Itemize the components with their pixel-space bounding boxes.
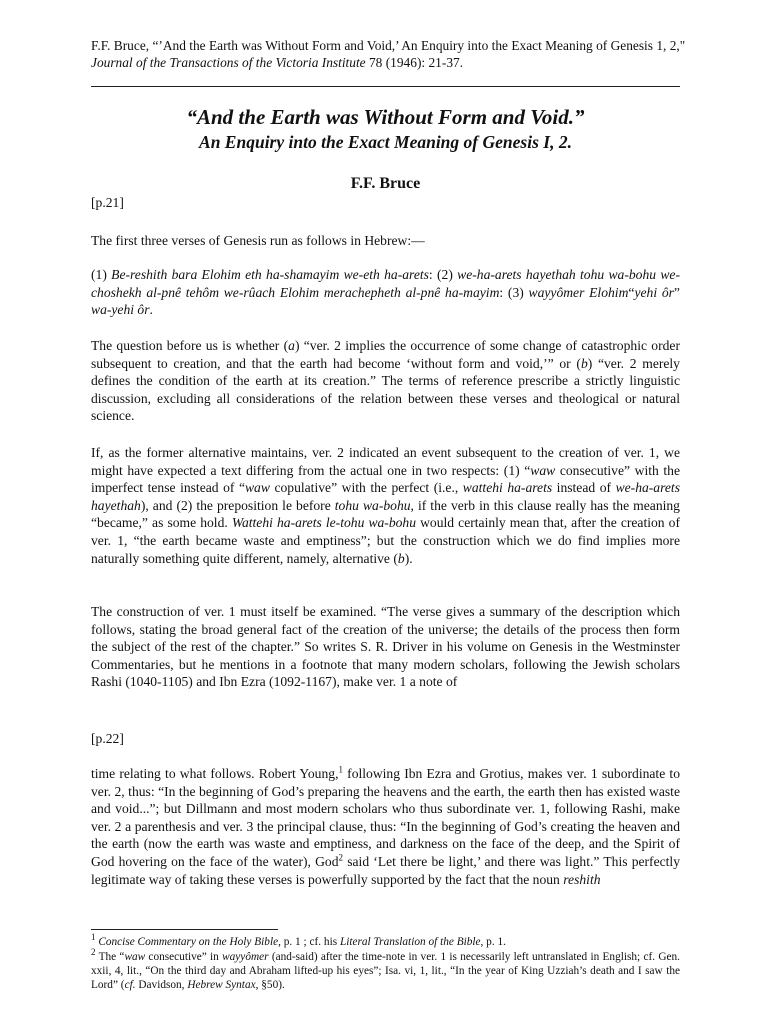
footnote-1: $^1$ Concise Commentary on the Holy Bible, p. 1 ; cf. his Literal Translation of the Bible, p. 1. [91, 932, 506, 948]
paragraph-question: The question before us is whether (a) “ver. 2 implies the occurrence of some change of catastrophic order subsequent to creation, and that the earth had become ‘without form and void,’” or (b) “ver. 2 merely defines the condition of the earth at its creation.” The terms of reference prescribe a strictly linguistic discussion, excluding all considerations of the relation between these verses and theological or natural science. [91, 338, 680, 424]
footnote-2: $^2$ The “waw consecutive” in wayyômer (and-said) after the time-note in ver. 1 is necessarily left untranslated in English; cf. Gen. xxii, 4, lit., “On the third day and Abraham lifted-up his eyes”; Isa. vi, 1, lit., “In the year of King Uzziah’s death and I saw the Lord” (cf. Davidson, Hebrew Syntax, §50). [91, 947, 680, 992]
paragraph-intro: The first three verses of Genesis run as follows in Hebrew:— [91, 233, 425, 248]
header-rule [91, 86, 680, 87]
journal-name: Journal of the Transactions of the Victoria Institute [91, 55, 366, 70]
page-marker-22: [p.22] [91, 731, 124, 746]
footnote-rule [91, 929, 278, 930]
page-marker-21: [p.21] [91, 195, 124, 210]
article-subtitle: An Enquiry into the Exact Meaning of Genesis I, 2. [199, 132, 572, 152]
paragraph-construction: The construction of ver. 1 must itself be examined. “The verse gives a summary of the description which follows, stating the broad general fact of the creation of the universe; the details of the process then form the subject of the rest of the chapter.” So writes S. R. Driver in his volume on Genesis in the Westminster Commentaries, but he mentions in a footnote that many modern scholars, following the Jewish scholars Rashi (1040-1105) and Ibn Ezra (1092-1167), make ver. 1 a note of [91, 604, 680, 690]
citation-header: F.F. Bruce, “’And the Earth was Without Form and Void,’ An Enquiry into the Exact Meaning of Genesis 1, 2," Journal of the Transactions of the Victoria Institute 78 (1946): 21-37. [91, 38, 686, 70]
footnote-ref-1: 1 [338, 764, 343, 775]
article-author: F.F. Bruce [350, 175, 421, 192]
footnote-ref-2: 2 [338, 852, 344, 863]
paragraph-time-relating: time relating to what follows. Robert Young,$^1$ following Ibn Ezra and Grotius, makes ver. 1 subordinate to ver. 2, thus: “In the beginning of God’s preparing the heavens and the earth, the earth then has existed waste and void...”; but Dillmann and most modern scholars who thus subordinate ver. 1, following Rashi, make ver. 2 a parenthesis and ver. 3 the principal clause, thus: “In the beginning of God’s creating the heaven and the earth (now the earth was waste and emptiness, and darkness on the face of the deep, and the Spirit of God hovering on the face of the water), God$^2$ said ‘Let there be light,’ and there was light.” This perfectly legitimate way of taking these verses is powerfully supported by the fact that the noun reshith [91, 764, 680, 887]
article-title: “And the Earth was Without Form and Void.” [186, 105, 585, 129]
paragraph-alternative: If, as the former alternative maintains, ver. 2 indicated an event subsequent to the creation of ver. 1, we might have expected a text differing from the actual one in two respects: (1) “waw consecutive” with the imperfect tense instead of “waw copulative” with the perfect (i.e., wattehi ha-arets instead of we-ha-arets hayethah), and (2) the preposition le before tohu wa-bohu, if the verb in this clause really has the meaning “became,” as some hold. Wattehi ha-arets le-tohu wa-bohu would certainly mean that, after the creation of ver. 1, “the earth became waste and emptiness”; but the construction which we do find implies more naturally something quite different, namely, alternative (b). [91, 445, 681, 566]
paragraph-hebrew-verses: (1) Be-reshith bara Elohim eth ha-shamayim we-eth ha-arets: (2) we-ha-arets hayethah tohu wa-bohu we-choshekh al-pnê tehôm we-rûach Elohim merachepheth al-pnê ha-mayim: (3) wayyômer Elohim“yehi ôr” wa-yehi ôr. [91, 267, 680, 318]
